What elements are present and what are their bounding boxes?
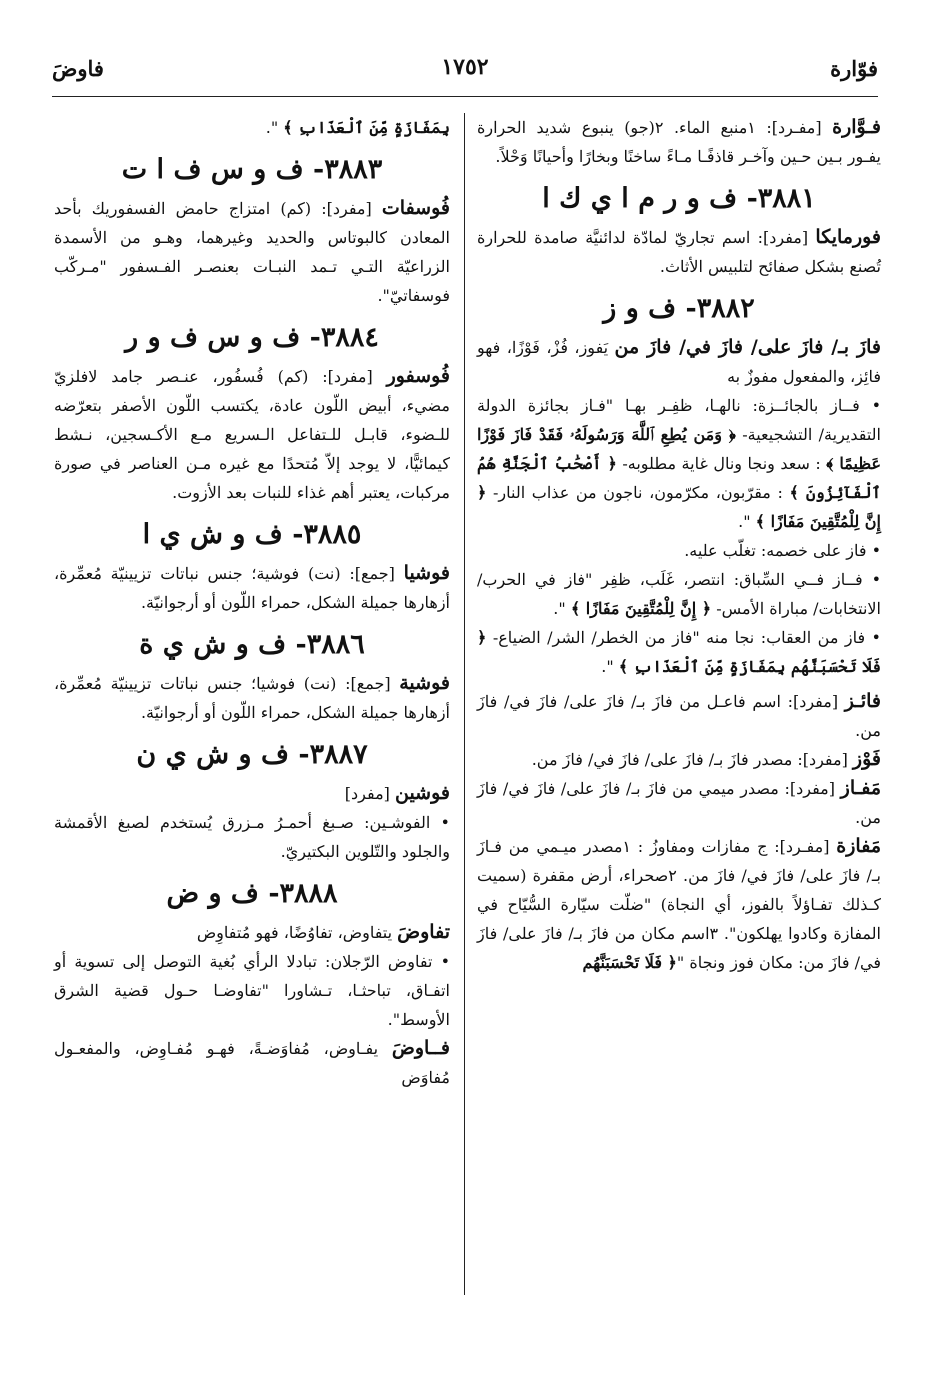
- definition: [مفرد]: مصدر ميمي من فازَ بـ/ فازَ على/ فازَ في/ فازَ من.: [477, 779, 881, 827]
- sense-fuchsine: • الفوشـين: صـبغ أحمـرُ مـزرق يُستخدم لصبغ الأقمشة والجلود والتّلوين البكتيريّ.: [54, 813, 450, 861]
- sense-3: • فــاز فــي السِّباق: انتصر، غَلَب، ظفِر "فاز في الحرب/ الانتخابات/ مباراة الأمس- ﴿ إِنَّ لِلْمُتَّقِينَ مَفَازًا ﴾ ".: [477, 570, 881, 618]
- sense-tafawada: • تفاوض الرّجلان: تبادلا الرأي بُغية التوصل إلى تسوية أو اتفـاق، تباحثـا، تـشاورا "تفاوضـا حـول قضية الشرق الأوسط".: [54, 952, 450, 1029]
- quran-quote: ﴿ فَلَا تَحْسَبَنَّهُم: [582, 953, 677, 972]
- entry-formica: [477, 223, 881, 281]
- header-rule: [52, 96, 878, 97]
- headword: فوشية: [399, 672, 450, 694]
- sense-2: • فاز على خصمه: تغلّب عليه.: [684, 541, 881, 560]
- headword: مَفازة: [836, 835, 882, 857]
- root-heading-3888: ٣٨٨٨- ف و ض: [166, 878, 338, 909]
- quran-quote: ﴿ وَمَن يُطِعِ ٱللَّهَ وَرَسُولَهُۥ فَقَدْ فَازَ فَوْزًا عَظِيمًا ﴾: [477, 425, 881, 473]
- page-header: [52, 52, 878, 92]
- page-number: ١٧٥٢: [441, 54, 489, 80]
- entry-fuchsia: [54, 559, 450, 617]
- definition: [مفرد]: اسم تجاريّ لمادّة لدائنيَّة صامدة للحرارة تُصنع بشكل صفائح لتلبيس الأثاث.: [477, 228, 881, 276]
- entry-tafawada: [54, 918, 450, 947]
- entry-phosphate: [54, 194, 450, 310]
- entry-phosphorus: [54, 362, 450, 507]
- quran-quote: ﴿ إِنَّ لِلْمُتَّقِينَ مَفَازًا ﴾: [570, 599, 712, 618]
- root-heading-3881: ٣٨٨١- ف و ر م ا ي ك ا: [542, 183, 816, 214]
- entry-fawwara: [477, 113, 881, 171]
- left-column: [54, 113, 450, 1092]
- headword: فَوْز: [852, 748, 881, 770]
- definition: [مفرد]: مصدر فازَ بـ/ فازَ على/ فازَ في/ فازَ من.: [531, 750, 853, 769]
- quran-quote: ﴿ فَلَا تَحْسَبَنَّهُم بِمَفَازَةٍ مِّنَ ٱلْعَذَابِ ﴾: [477, 628, 881, 676]
- headword: فائـز: [844, 690, 881, 712]
- headword: فُوسفور: [386, 365, 450, 387]
- definition: [مفرد]: اسم فاعـل من فازَ بـ/ فازَ على/ فازَ في/ فازَ من.: [477, 692, 881, 740]
- definition: [مفرد]: (كم) امتزاج حامض الفسفوريك بأحد المعادن كالبوتاس والحديد وغيرهما، وهـو من الأسمدة الزراعيّة التـي تـمد النبـات بعنصـر الفـسفور "مـركّب فوسفاتيّ".: [54, 199, 450, 305]
- conjugation: يتفاوض، تفاوُضًا، فهو مُتفاوِض: [196, 923, 398, 942]
- entry-mafaza: [477, 832, 881, 977]
- definition: [جمع]: (نت) فوشيا؛ جنس نباتات تزيينيّة مُعمِّرة، أزهارها جميلة الشكل، حمراء اللّون أو أرجوانيّة.: [54, 674, 450, 722]
- entry-faiz: [477, 687, 881, 745]
- continued-quote: بِمَفَازَةٍ مِّنَ ٱلْعَذَابِ ﴾ ".: [265, 118, 450, 137]
- headword: مَفـاز: [840, 777, 881, 799]
- definition: [مفرد]: [344, 784, 395, 803]
- root-heading-3887: ٣٨٨٧- ف و ش ي ن: [136, 739, 368, 770]
- headword: فــاوضَ: [391, 1037, 450, 1059]
- root-heading-3882: ٣٨٨٢- ف و ز: [603, 293, 755, 324]
- headword: تفاوضَ: [397, 921, 450, 943]
- entry-fawz: [477, 745, 881, 774]
- entry-fuchsia-2: [54, 669, 450, 727]
- entry-fawada: [54, 1034, 450, 1092]
- definition: [مفـرد]: ج مفازات ومفاوزُ : ١مصدر ميـمي من فـازَ بـ/ فازَ على/ فازَ في/ فازَ من. ٢صحراء، أرض مقفرة (سميت كـذلك تفـاؤلاً بالفوز، أي النجاة) "ضلّت سيّارة السُّيّاح في المفازة وكادوا يهلكون". ٣اسم مكان من فازَ بـ/ فازَ على/ فازَ في/ فازَ من: مكان فوز ونجاة ": [477, 837, 882, 972]
- root-heading-3885: ٣٨٨٥- ف و ش ي ا: [142, 519, 362, 550]
- headword: فازَ بـ/ فازَ على/ فازَ في/ فازَ من: [614, 336, 881, 358]
- definition: [مفـرد]: ١منبع الماء. ٢(جو) ينبوع شديد الحرارة يفـور بـين حـين وآخـر قاذفًـا مـاءً ساخنًا وبخارًا وأحيانًا وَحْلاً.: [477, 118, 881, 166]
- header-last-headword: فاوضَ: [52, 56, 104, 81]
- quran-quote: ﴿ أَصْحَٰبُ ٱلْجَنَّةِ هُمُ ٱلْفَآئِزُونَ ﴾: [477, 454, 882, 502]
- headword: فوشين: [394, 782, 450, 804]
- root-heading-3883: ٣٨٨٣- ف و س ف ا ت: [121, 154, 383, 185]
- column-divider: [464, 113, 465, 1295]
- right-column: [477, 113, 881, 977]
- quran-quote: بِمَفَازَةٍ مِّنَ ٱلْعَذَابِ ﴾: [283, 118, 450, 137]
- definition: [مفرد]: (كم) فُسفُور، عنـصر جامد لافلزيّ مضيء، أبيض اللّون عادة، يكتسب اللّون الأصفر بتعرّضه للـضوء، قابـل للـتفاعل الـسريع مـع الأكـسجين، نـشط كيمائيًّا، لا يوجد إلاّ مُتحدًا مع غيره مـن العناصر في صورة مركبات، يعتبر أهم غذاء للنبات بعد الأزوت.: [54, 367, 450, 502]
- entry-faza: [477, 333, 881, 391]
- entry-mafaz: [477, 774, 881, 832]
- headword: فُوسفات: [381, 197, 450, 219]
- conjugation: يَفوز، فُزْ، فَوْزًا، فهو فائِز، والمفعول مفوزٌ به: [477, 338, 881, 386]
- sense-1: • فــاز بالجائــزة: نالهـا، ظفِـر بهـا "فـاز بجائزة الدولة التقديرية/ التشجيعية- ﴿ وَمَن يُطِعِ ٱللَّهَ وَرَسُولَهُۥ فَقَدْ فَازَ فَوْزًا عَظِيمًا ﴾ : سعد ونجا ونال غاية مطلوبه- ﴿ أَصْحَٰبُ ٱلْجَنَّةِ هُمُ ٱلْفَآئِزُونَ ﴾ : مقرّبون، مكرّمون، ناجون من عذاب النار- ﴿ إِنَّ لِلْمُتَّقِينَ مَفَازًا ﴾ ".: [477, 396, 882, 531]
- root-heading-3884: ٣٨٨٤- ف و س ف و ر: [125, 322, 379, 353]
- headword: فورمايكا: [815, 226, 882, 248]
- conjugation: يفـاوض، مُفاوَضـةً، فهـو مُفـاوِض، والمفعـول مُفاوَض: [54, 1039, 450, 1087]
- definition: [جمع]: (نت) فوشية؛ جنس نباتات تزيينيّة مُعمِّرة، أزهارها جميلة الشكل، حمراء اللّون أو أرجوانيّة.: [54, 564, 450, 612]
- root-heading-3886: ٣٨٨٦- ف و ش ي ة: [139, 629, 365, 660]
- quran-quote: ﴿ إِنَّ لِلْمُتَّقِينَ مَفَازًا ﴾: [477, 483, 881, 531]
- headword: فـوَّارة: [832, 116, 882, 138]
- headword: فوشيا: [403, 562, 450, 584]
- header-first-headword: فوّارة: [830, 56, 878, 81]
- entry-fuchsine: [54, 779, 450, 808]
- sense-4: • فاز من العقاب: نجا منه "فاز من الخطر/ الشر/ الضياع- ﴿ فَلَا تَحْسَبَنَّهُم بِمَفَازَةٍ مِّنَ ٱلْعَذَابِ ﴾ ".: [477, 628, 881, 676]
